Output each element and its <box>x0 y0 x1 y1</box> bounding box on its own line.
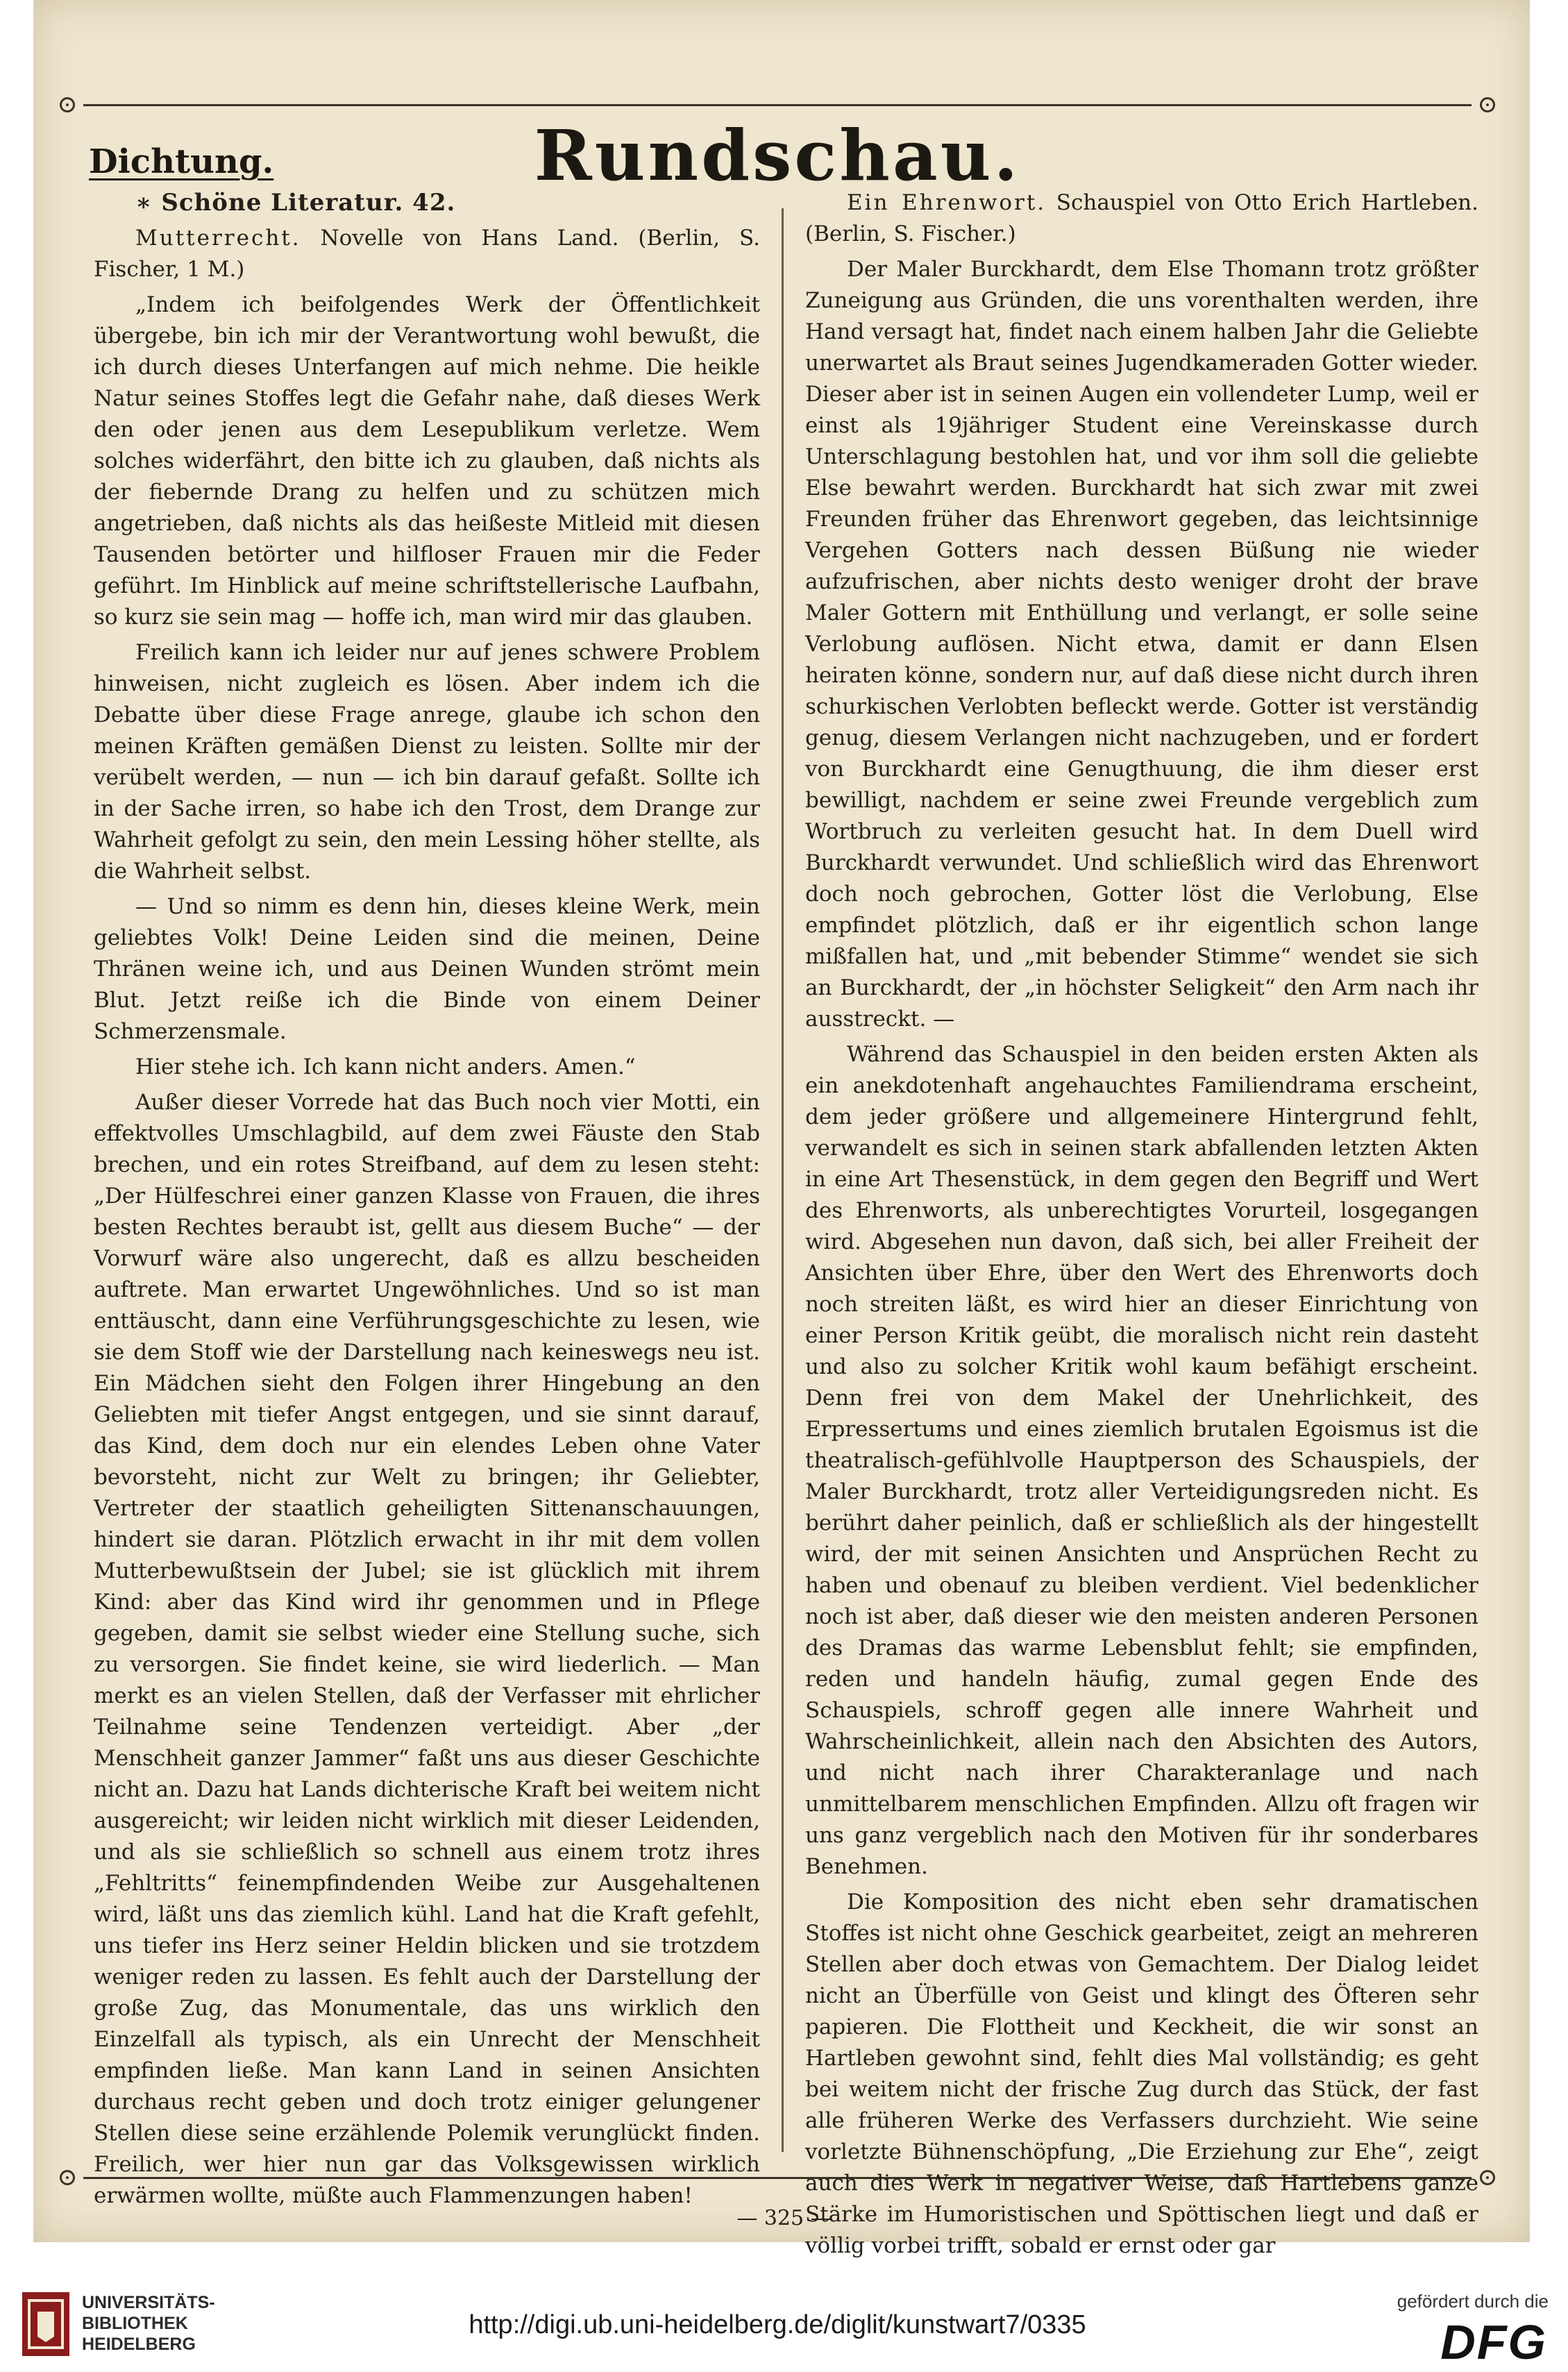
ornament-top-left <box>60 97 75 112</box>
ornament-bottom-left <box>60 2170 75 2185</box>
page-title: Rundschau. <box>534 115 1021 196</box>
source-url-link[interactable]: http://digi.ub.uni-heidelberg.de/diglit/kunstwart7/0335 <box>469 2310 1086 2339</box>
paragraph: Außer dieser Vorrede hat das Buch noch vier Motti, ein effektvolles Umschlagbild, auf dem zwei Fäuste den Stab brechen, und ein rotes Streifband, auf dem zu lesen steht: „Der Hülfeschrei einer ganzen Klasse von Frauen, die ihres besten Rechtes beraubt ist, gellt aus diesem Buche“ — der Vorwurf wäre also ungerecht, daß es allzu bescheiden auftrete. Man erwartet Ungewöhnliches. Und so ist man enttäuscht, dann eine Verführungsgeschichte zu lesen, wie sie dem Stoff wie der Darstellung nach keineswegs neu ist. Ein Mädchen sieht den Folgen ihrer Hingebung an den Geliebten mit tiefer Angst entgegen, und sie sinnt darauf, das Kind, dem doch nur ein elendes Leben ohne Vater bevorsteht, nicht zur Welt zu bringen; ihr Geliebter, Vertreter der staatlich geheiligten Sittenanschauungen, hindert sie daran. Plötzlich erwacht in ihr mit dem vollen Mutterbewußtsein der Jubel; sie ist glücklich mit ihrem Kind: aber das Kind wird ihr genommen und in Pflege gegeben, damit sie selbst wieder eine Stellung suche, sich zu versorgen. Sie findet keine, sie wird liederlich. — Man merkt es an vielen Stellen, daß der Verfasser mit ehrlicher Teilnahme seine Tendenzen verteidigt. Aber „der Menschheit ganzer Jammer“ faßt uns aus dieser Geschichte nicht an. Dazu hat Lands dichterische Kraft bei weitem nicht ausgereicht; wir leiden nicht wirklich mit dieser Leidenden, und als sie schließlich so schnell aus einem trotz ihres „Fehltritts“ feinempfindenden Weibe zur Ausgehaltenen wird, läßt uns das ziemlich kühl. Land hat die Kraft gefehlt, uns tiefer ins Herz seiner Heldin blicken und sie trotzdem weniger reden zu lassen. Es fehlt auch der Darstellung der große Zug, das Monumentale, das uns wirklich den Einzelfall als typisch, als ein Unrecht der Menschheit empfinden ließe. Man kann Land in seinen Ansichten durchaus recht geben und doch trotz einiger gelungener Stellen diese seine erzählende Polemik verunglückt finden. Freilich, wer hier nun gar das Volksgewissen wirklich erwärmen wollte, müßte auch Flammenzungen haben! <box>94 1090 760 2208</box>
paragraph: Die Komposition des nicht eben sehr dramatischen Stoffes ist nicht ohne Geschick gearbeitet, zeigt an mehreren Stellen aber doch etwas von Gemachtem. Der Dialog leidet nicht an Überfülle von Geist und klingt des Öfteren sehr papieren. Die Flottheit und Keckheit, die wir sonst an Hartleben gewohnt sind, fehlt dies Mal vollständig; es geht bei weitem nicht der frische Zug durch das Stück, der fast alle früheren Werke des Verfassers durchzieht. Wie seine vorletzte Bühnenschöpfung, „Die Erziehung zur Ehe“, zeigt auch dies Werk in negativer Weise, daß Hartlebens ganze Stärke im Humoristischen und Spöttischen liegt und daß er völlig vorbei trifft, sobald er ernst oder gar <box>805 1890 1478 2258</box>
right-column <box>805 187 1478 2266</box>
page-number: — 325 — <box>736 2206 832 2230</box>
top-rule <box>83 104 1472 106</box>
review-category-heading: ∗ Schöne Literatur. 42. <box>135 189 456 217</box>
university-seal-icon <box>21 2291 71 2357</box>
ornament-bottom-right <box>1480 2170 1495 2185</box>
column-divider <box>782 208 784 2152</box>
book-details: Schauspiel von Otto Erich Hartleben. (Berlin, S. Fischer.) <box>805 190 1479 246</box>
paragraph: Hier stehe ich. Ich kann nicht anders. Amen.“ <box>135 1054 636 1079</box>
paragraph: — Und so nimm es denn hin, dieses kleine Werk, mein geliebtes Volk! Deine Leiden sind die meinen, Deine Thränen weine ich, und aus Deinen Wunden strömt mein Blut. Jetzt reiße ich die Binde von einem Deiner Schmerzensmale. <box>94 894 760 1044</box>
book-details: Novelle von Hans Land. (Berlin, S. Fischer, 1 M.) <box>94 226 761 282</box>
library-name: UNIVERSITÄTS- BIBLIOTHEK HEIDELBERG <box>82 2293 215 2354</box>
dfg-logo: DFG <box>1440 2315 1547 2369</box>
left-column <box>94 187 760 2216</box>
review-book-reference <box>805 187 1478 250</box>
ornament-top-right <box>1480 97 1495 112</box>
paragraph: Während das Schauspiel in den beiden ersten Akten als ein anekdotenhaft angehauchtes Familiendrama erscheint, dem jeder größere und allgemeinere Hintergrund fehlt, verwandelt es sich in seinen stark abfallenden letzten Akten in eine Art Thesenstück, in dem gegen den Begriff und Wert des Ehrenworts, als unberechtigtes Vorurteil, losgegangen wird. Abgesehen nun davon, daß sich, bei aller Freiheit der Ansichten über Ehre, über den Wert des Ehrenworts doch noch streiten läßt, es wird hier an dieser Einrichtung von einer Person Kritik geübt, die moralisch nicht rein dasteht und also zu solcher Kritik wohl kaum befähigt erscheint. Denn frei von dem Makel der Unehrlichkeit, des Erpressertums und eines ziemlich brutalen Egoismus ist die theatralisch-gefühlvolle Hauptperson des Schauspiels, der Maler Burckhardt, trotz aller Verteidigungsreden nicht. Es berührt daher peinlich, daß er schließlich als der hingestellt wird, der mit seinen Ansichten und Ansprüchen Recht zu haben und obenauf zu bleiben verdient. Viel bedenklicher noch ist aber, daß dieser wie den meisten anderen Personen des Dramas das warme Lebensblut fehlt; sie empfinden, reden und handeln häufig, zumal gegen Ende des Schauspiels, schroff gegen alle innere Wahrheit und Wahrscheinlichkeit, allein nach den Absichten des Autors, und nicht nach ihrer Charakteranlage und nach unmittelbarem menschlichen Empfinden. Allzu oft fragen wir uns ganz vergeblich nach den Motiven für ihr sonderbares Benehmen. <box>805 1042 1478 1879</box>
book-title: Ein Ehrenwort. <box>847 190 1047 215</box>
review-book-reference <box>94 223 760 285</box>
paragraph: Freilich kann ich leider nur auf jenes schwere Problem hinweisen, nicht zugleich es lösen. Aber indem ich die Debatte über diese Frage anrege, glaube ich schon den meinen Kräften gemäßen Dienst zu leisten. Sollte mir der verübelt werden, — nun — ich bin darauf gefaßt. Sollte ich in der Sache irren, so habe ich den Trost, dem Drange zur Wahrheit gefolgt zu sein, den mein Lessing höher stellte, als die Wahrheit selbst. <box>94 640 760 884</box>
paragraph: „Indem ich beifolgendes Werk der Öffentlichkeit übergebe, bin ich mir der Verantwortung wohl bewußt, die ich durch dieses Unterfangen auf mich nehme. Die heikle Natur seines Stoffes legt die Gefahr nahe, daß dieses Werk den oder jenen aus dem Lesepublikum verletze. Wem solches widerfährt, den bitte ich zu glauben, daß nichts als der fiebernde Drang zu helfen und zu schützen mich angetrieben, daß nichts als das heißeste Mitleid mit diesen Tausenden betörter und hilfloser Frauen mir die Feder geführt. Im Hinblick auf meine schriftstellerische Laufbahn, so kurz sie sein mag — hoffe ich, man wird mir das glauben. <box>94 292 760 630</box>
paragraph: Der Maler Burckhardt, dem Else Thomann trotz größter Zuneigung aus Gründen, die uns vorenthalten werden, ihre Hand versagt hat, findet nach einem halben Jahr die Geliebte unerwartet als Braut seines Jugendkameraden Gotter wieder. Dieser aber ist in seinen Augen ein vollendeter Lump, weil er einst als 19jähriger Student eine Vereinskasse durch Unterschlagung bestohlen hat, und vor ihm soll die geliebte Else bewahrt werden. Burckhardt hat sich zwar mit zwei Freunden früher das Ehrenwort gegeben, das leichtsinnige Vergehen Gotters nach dessen Büßung nie wieder aufzufrischen, aber nichts desto weniger droht der brave Maler Gottern mit Enthüllung und verlangt, er solle seine Verlobung auflösen. Nicht etwa, damit er dann Elsen heiraten könne, sondern nur, auf daß diese nicht durch ihren schurkischen Verlobten befleckt werde. Gotter ist verständig genug, diesem Verlangen nicht nachzugeben, und er fordert von Burckhardt eine Genugthuung, die ihm dieser erst bewilligt, nachdem er seine zwei Freunde vergeblich zum Wortbruch zu verleiten gesucht hat. In dem Duell wird Burckhardt verwundet. Und schließlich wird das Ehrenwort doch noch gebrochen, Gotter löst die Verlobung, Else empfindet plötzlich, daß er ihr eigentlich schon lange mißfallen hat, und „mit bebender Stimme“ wendet sie sich an Burckhardt, der „in höchster Seligkeit“ den Arm nach ihr ausstreckt. — <box>805 257 1478 1032</box>
book-title: Mutterrecht. <box>135 226 301 251</box>
funding-note: gefördert durch die <box>1397 2291 1549 2312</box>
section-heading: Dichtung. <box>89 142 274 181</box>
